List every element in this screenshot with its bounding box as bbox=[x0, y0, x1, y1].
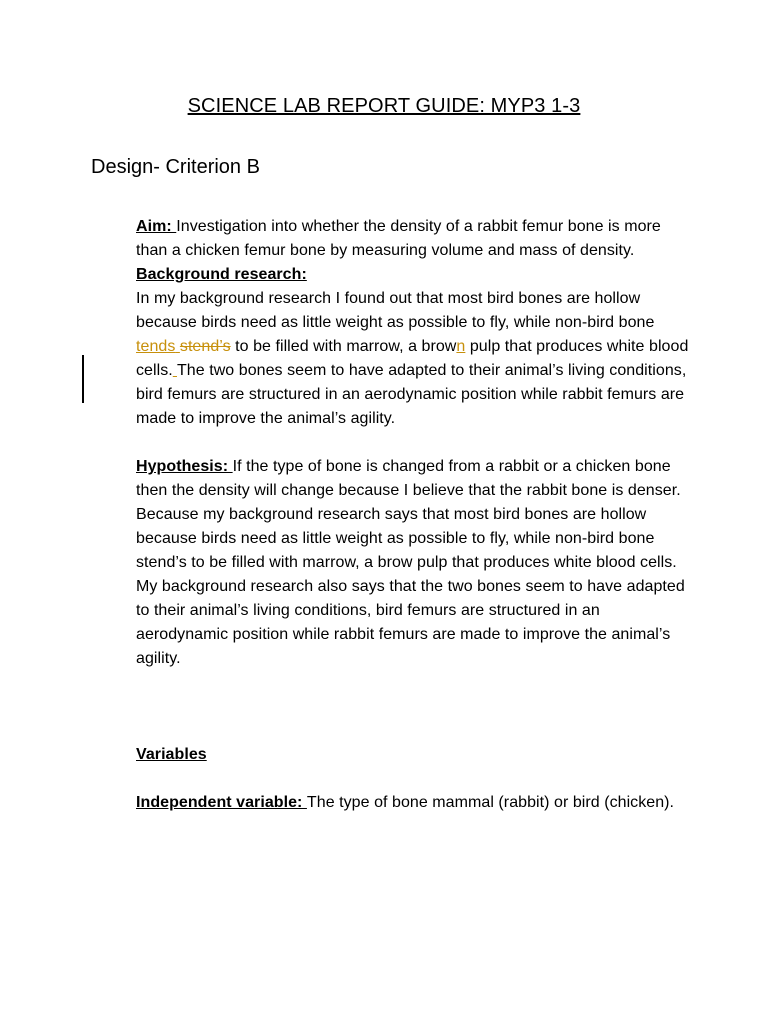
background-text-4: The two bones seem to have adapted to their animal’s living conditions, bird femurs are structured in an aerodynamic position while rabbit femurs are made to improve the animal’s agility. bbox=[136, 362, 687, 427]
document-body bbox=[136, 215, 696, 815]
tracked-insertion: n bbox=[456, 338, 466, 355]
background-label: Background research: bbox=[136, 266, 307, 283]
background-text-3: pulp that produces white blood cells. bbox=[136, 338, 689, 379]
aim-text: Investigation into whether the density of a rabbit femur bone is more than a chicken femur bone by measuring volume and mass of density. bbox=[136, 218, 661, 259]
variables-heading-line bbox=[136, 743, 696, 767]
spacer bbox=[136, 671, 696, 743]
tracked-insertion: tends bbox=[136, 338, 176, 355]
spacer bbox=[136, 431, 696, 455]
background-text-1: In my background research I found out that most bird bones are hollow because birds need as little weight as possible to fly, while non-bird bone bbox=[136, 290, 655, 331]
tracked-deletion: stend’s bbox=[179, 338, 231, 355]
independent-variable-paragraph bbox=[136, 791, 696, 815]
aim-label: Aim: bbox=[136, 218, 177, 235]
variables-heading: Variables bbox=[136, 746, 207, 763]
independent-variable-label: Independent variable: bbox=[136, 794, 307, 811]
hypothesis-label: Hypothesis: bbox=[136, 458, 233, 475]
hypothesis-paragraph bbox=[136, 455, 696, 671]
independent-variable-text: The type of bone mammal (rabbit) or bird (chicken). bbox=[306, 794, 675, 811]
background-label-line bbox=[136, 263, 696, 287]
spacer bbox=[136, 767, 696, 791]
section-heading: Design- Criterion B bbox=[91, 156, 260, 178]
background-paragraph bbox=[136, 287, 696, 431]
aim-paragraph bbox=[136, 215, 696, 263]
change-bar bbox=[82, 355, 84, 403]
document-title: SCIENCE LAB REPORT GUIDE: MYP3 1-3 bbox=[187, 95, 581, 117]
hypothesis-text: If the type of bone is changed from a rabbit or a chicken bone then the density will change because I believe that the rabbit bone is denser. Because my background research says that most bird bones are hollow because birds need as little weight as possible to fly, while non-bird bone stend’s to be filled with marrow, a brow pulp that produces white blood cells. My background research also says that the two bones seem to have adapted to their animal’s living conditions, bird femurs are structured in an aerodynamic position while rabbit femurs are made to improve the animal’s agility. bbox=[136, 458, 685, 667]
background-text-2: to be filled with marrow, a brow bbox=[230, 338, 457, 355]
